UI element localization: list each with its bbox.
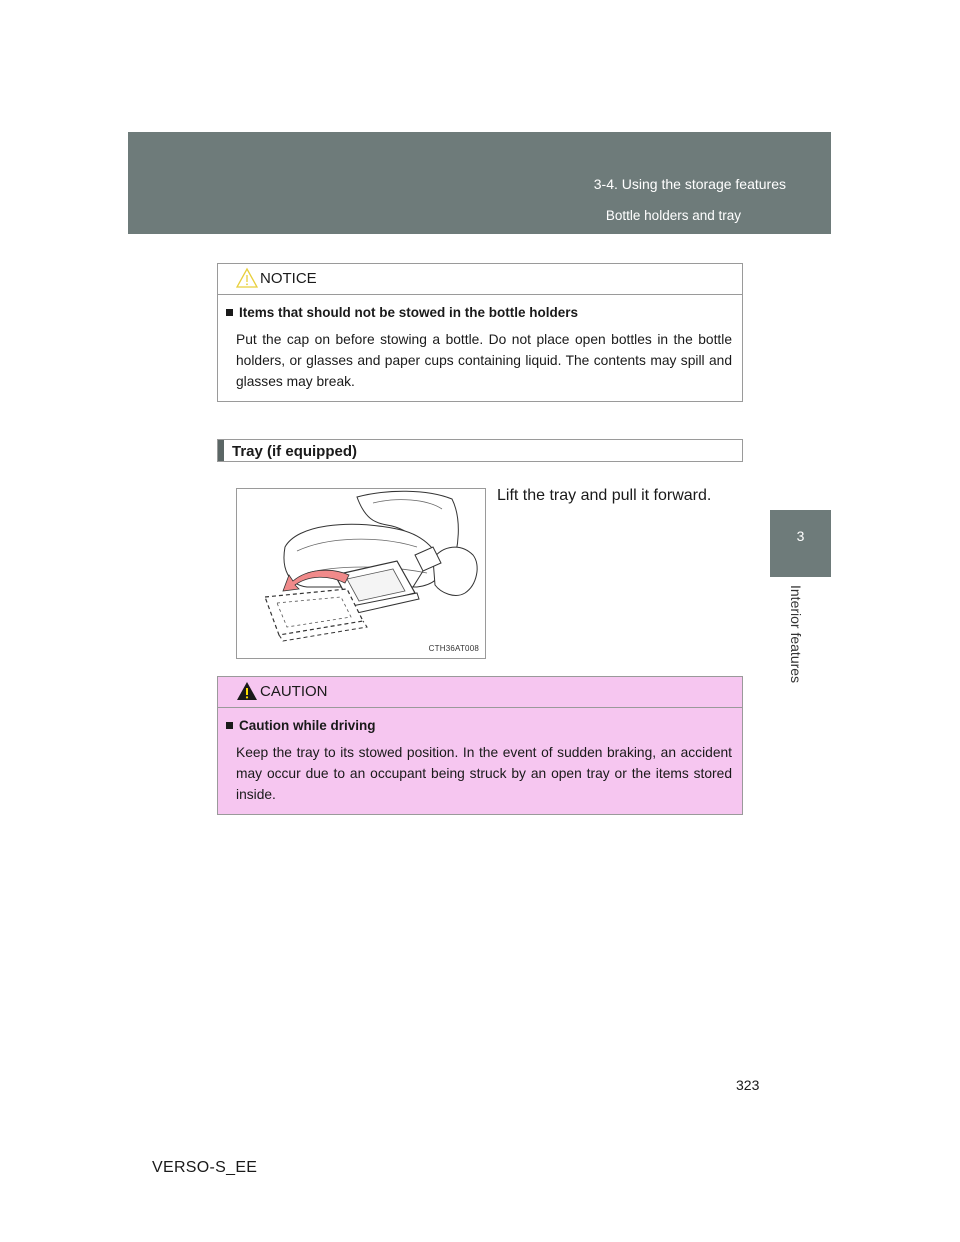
notice-title: NOTICE	[260, 270, 317, 287]
warning-outline-icon	[236, 267, 258, 289]
caution-box	[217, 676, 743, 815]
chapter-number: 3	[796, 528, 805, 544]
notice-text: Put the cap on before stowing a bottle. Do not place open bottles in the bottle holders, or glasses and paper cups containing liquid. The contents may spill and glasses may break.	[236, 332, 732, 389]
caution-item-heading-text: Caution while driving	[239, 718, 376, 733]
chapter-label: Interior features	[788, 585, 804, 684]
tray-instruction: Lift the tray and pull it forward.	[497, 487, 712, 504]
bullet-square-icon	[226, 309, 233, 316]
tray-section-title: Tray (if equipped)	[232, 443, 358, 460]
seat-tray-drawing	[237, 489, 485, 658]
header-subsection-title: Bottle holders and tray	[605, 208, 741, 223]
footer-model-code: VERSO-S_EE	[152, 1159, 258, 1176]
notice-item-heading-text: Items that should not be stowed in the bottle holders	[239, 305, 579, 320]
caution-header	[218, 677, 742, 708]
caution-item-heading	[226, 718, 376, 733]
notice-header	[218, 264, 742, 295]
bullet-square-icon	[226, 722, 233, 729]
notice-item-heading	[226, 305, 578, 320]
tray-section-header	[217, 439, 743, 462]
tray-illustration	[236, 488, 486, 659]
header-section-title: 3-4. Using the storage features	[593, 176, 786, 192]
chapter-tab	[770, 510, 831, 577]
section-accent-bar	[218, 440, 224, 461]
chapter-label-container	[788, 585, 810, 695]
figure-code: CTH36AT008	[428, 644, 479, 653]
caution-title: CAUTION	[260, 683, 328, 700]
page-number: 323	[736, 1077, 760, 1093]
warning-filled-icon	[236, 680, 258, 702]
header-band	[128, 132, 831, 234]
caution-text: Keep the tray to its stowed position. In the event of sudden braking, an accident may occur due to an occupant being struck by an open tray or the items stored inside.	[236, 745, 732, 802]
notice-box	[217, 263, 743, 402]
